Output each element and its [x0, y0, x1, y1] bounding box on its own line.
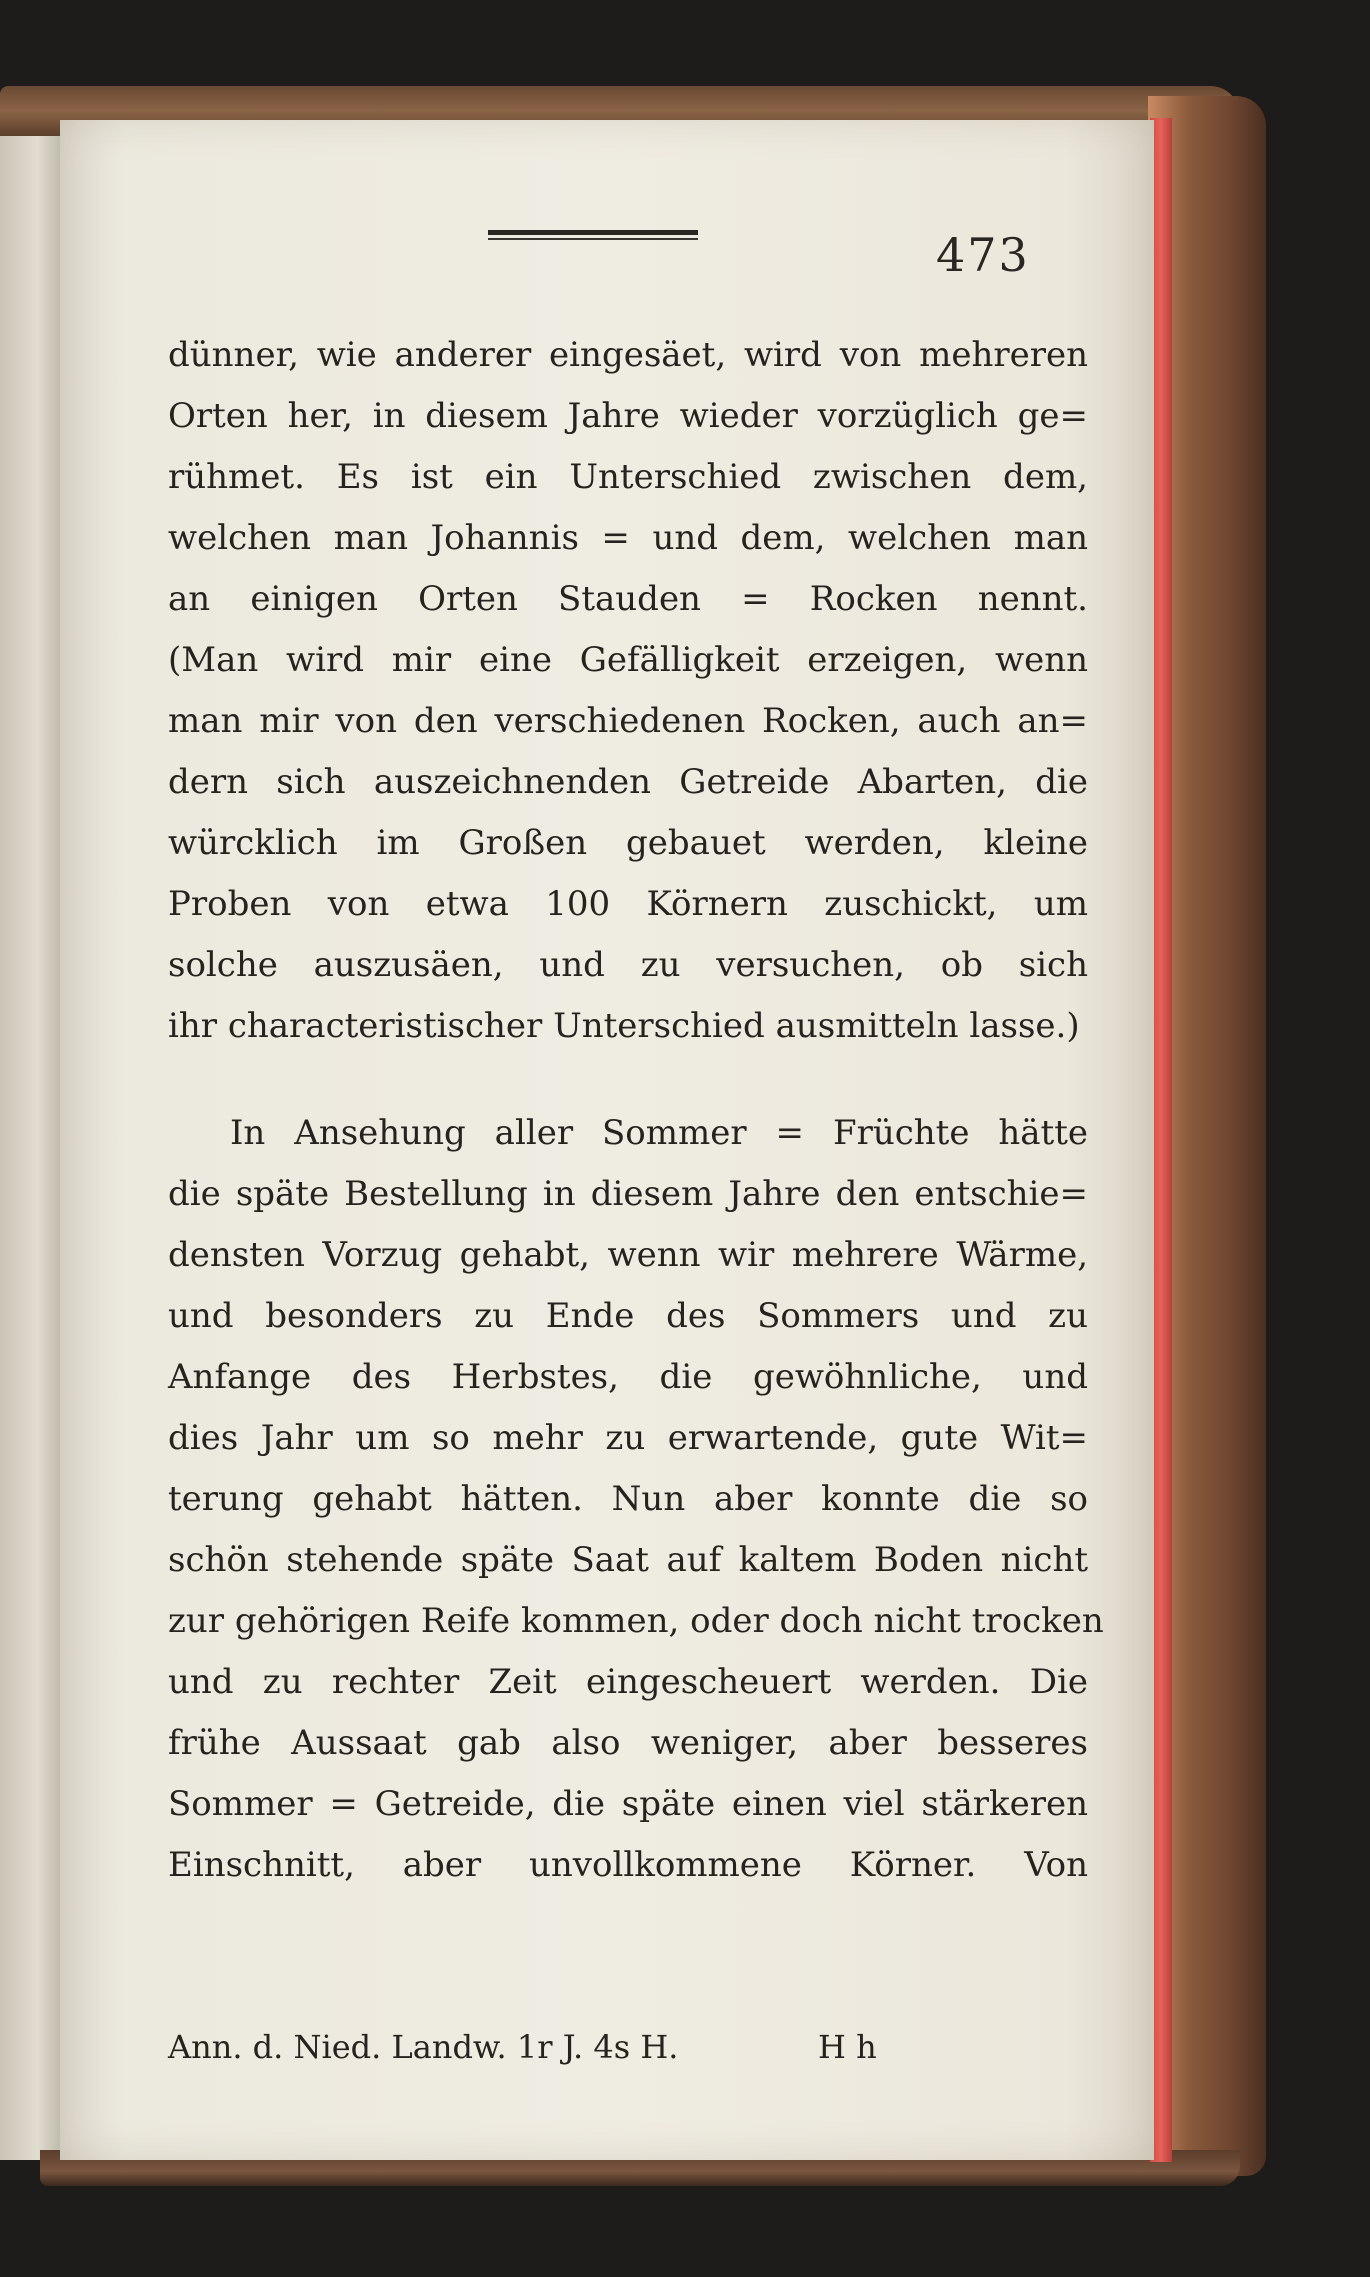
text-line: densten Vorzug gehabt, wenn wir mehrere Wärme, [168, 1235, 1088, 1275]
text-line: rühmet. Es ist ein Unterschied zwischen dem, [168, 457, 1088, 497]
text-line: (Man wird mir eine Gefälligkeit erzeigen, wenn [168, 640, 1088, 680]
header-rule-thin [488, 238, 698, 240]
text-line: Einschnitt, aber unvollkommene Körner. Von [168, 1845, 1088, 1885]
text-line: In Ansehung aller Sommer = Früchte hätte [230, 1113, 1088, 1153]
text-line: Anfange des Herbstes, die gewöhnliche, und [168, 1357, 1088, 1397]
text-line: terung gehabt hätten. Nun aber konnte die so [168, 1479, 1088, 1519]
text-line: ihr characteristischer Unterschied ausmitteln lasse.) [168, 1006, 1080, 1046]
header-rule [488, 230, 698, 240]
text-line: an einigen Orten Stauden = Rocken nennt. [168, 579, 1088, 619]
text-line: dünner, wie anderer eingesäet, wird von mehreren [168, 335, 1088, 375]
footer-signature-mark: H h [818, 2028, 877, 2066]
paragraph-1 [168, 325, 1088, 1057]
body-text [168, 325, 1104, 1896]
paragraph-2 [168, 1103, 1104, 1896]
text-line: solche auszusäen, und zu versuchen, ob sich [168, 945, 1088, 985]
text-line: Proben von etwa 100 Körnern zuschickt, um [168, 884, 1088, 924]
header-rule-thick [488, 230, 698, 235]
text-line: würcklich im Großen gebauet werden, kleine [168, 823, 1088, 863]
text-line: Orten her, in diesem Jahre wieder vorzüglich ge= [168, 396, 1088, 436]
page-footer [168, 2028, 1088, 2084]
text-line: Sommer = Getreide, die späte einen viel stärkeren [168, 1784, 1088, 1824]
text-line: und zu rechter Zeit eingescheuert werden. Die [168, 1662, 1088, 1702]
text-line: dern sich auszeichnenden Getreide Abarten, die [168, 762, 1088, 802]
footer-source: Ann. d. Nied. Landw. 1r J. 4s H. [168, 2028, 679, 2066]
text-line: man mir von den verschiedenen Rocken, auch an= [168, 701, 1088, 741]
text-line: dies Jahr um so mehr zu erwartende, gute Wit= [168, 1418, 1088, 1458]
paragraph-gap [168, 1057, 1088, 1103]
left-page-edge [0, 120, 62, 2160]
text-line: die späte Bestellung in diesem Jahre den entschie= [168, 1174, 1088, 1214]
page-number: 473 [936, 228, 1030, 282]
text-line: schön stehende späte Saat auf kaltem Boden nicht [168, 1540, 1088, 1580]
book-page [60, 120, 1154, 2160]
text-line: zur gehörigen Reife kommen, oder doch nicht trocken [168, 1601, 1104, 1641]
text-line: welchen man Johannis = und dem, welchen man [168, 518, 1088, 558]
text-line: frühe Aussaat gab also weniger, aber besseres [168, 1723, 1088, 1763]
text-line: und besonders zu Ende des Sommers und zu [168, 1296, 1088, 1336]
